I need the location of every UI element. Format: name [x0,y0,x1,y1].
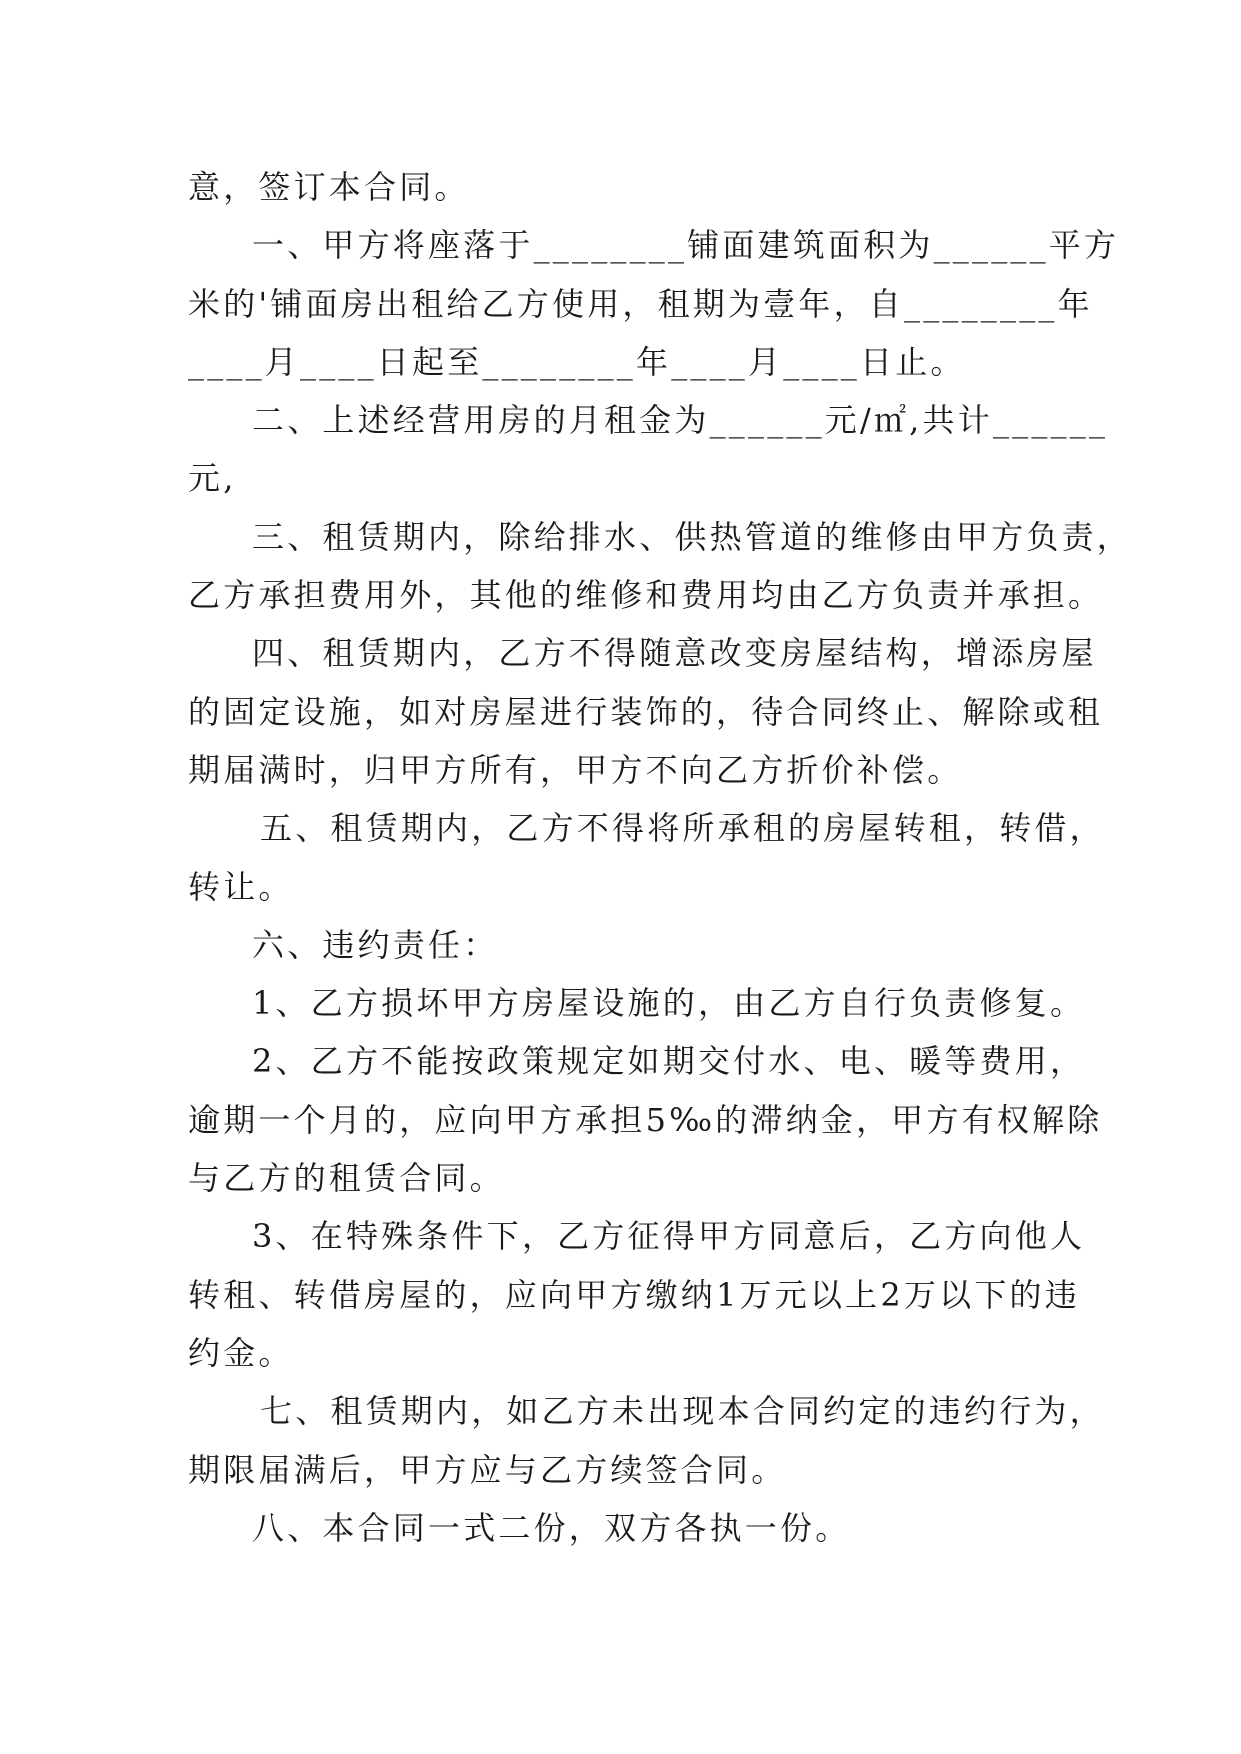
text-line: 与乙方的租赁合同。 [188,1159,505,1198]
contract-body [188,158,1133,1557]
clause-3-heading: 三、租赁期内，除给排水、供热管道的维修由甲方负责， [252,517,1133,556]
text-line: 期限届满后，甲方应与乙方续签合同。 [188,1450,787,1489]
clause-4-heading: 四、租赁期内，乙方不得随意改变房屋结构，增添房屋 [252,634,1097,673]
sub-clause-1: 1、乙方损坏甲方房屋设施的，由乙方自行负责修复。 [252,984,1086,1023]
text-line: 期届满时，归甲方所有，甲方不向乙方折价补偿。 [188,750,963,789]
clause-7-heading: 七、租赁期内，如乙方未出现本合同约定的违约行为， [260,1392,1105,1431]
text-line: 元, [188,459,237,498]
text-line: 转让。 [188,867,294,906]
text-line: 乙方承担费用外，其他的维修和费用均由乙方负责并承担。 [188,576,1104,615]
text-line: 意，签订本合同。 [188,168,470,206]
clause-6-heading: 六、违约责任： [252,925,499,964]
clause-2-heading: 二、上述经营用房的月租金为______元/㎡,共计______ [252,401,1109,440]
sub-clause-3: 3、在特殊条件下，乙方征得甲方同意后，乙方向他人 [252,1217,1086,1256]
clause-1-heading: 一、甲方将座落于________铺面建筑面积为______平方 [252,226,1120,265]
text-line: 的固定设施，如对房屋进行装饰的，待合同终止、解除或租 [188,692,1104,731]
clause-8-heading: 八、本合同一式二份，双方各执一份。 [252,1508,851,1547]
text-line: ____月____日起至________年____月____日止。 [188,342,966,381]
text-line: 转租、转借房屋的，应向甲方缴纳1万元以上2万以下的违 [188,1275,1080,1314]
text-line: 米的'铺面房出租给乙方使用，租期为壹年，自________年 [188,284,1093,323]
text-line: 约金。 [188,1333,294,1372]
text-line: 逾期一个月的，应向甲方承担5‰的滞纳金，甲方有权解除 [188,1100,1103,1139]
clause-5-heading: 五、租赁期内，乙方不得将所承租的房屋转租，转借， [260,809,1105,848]
sub-clause-2: 2、乙方不能按政策规定如期交付水、电、暖等费用， [252,1042,1086,1081]
